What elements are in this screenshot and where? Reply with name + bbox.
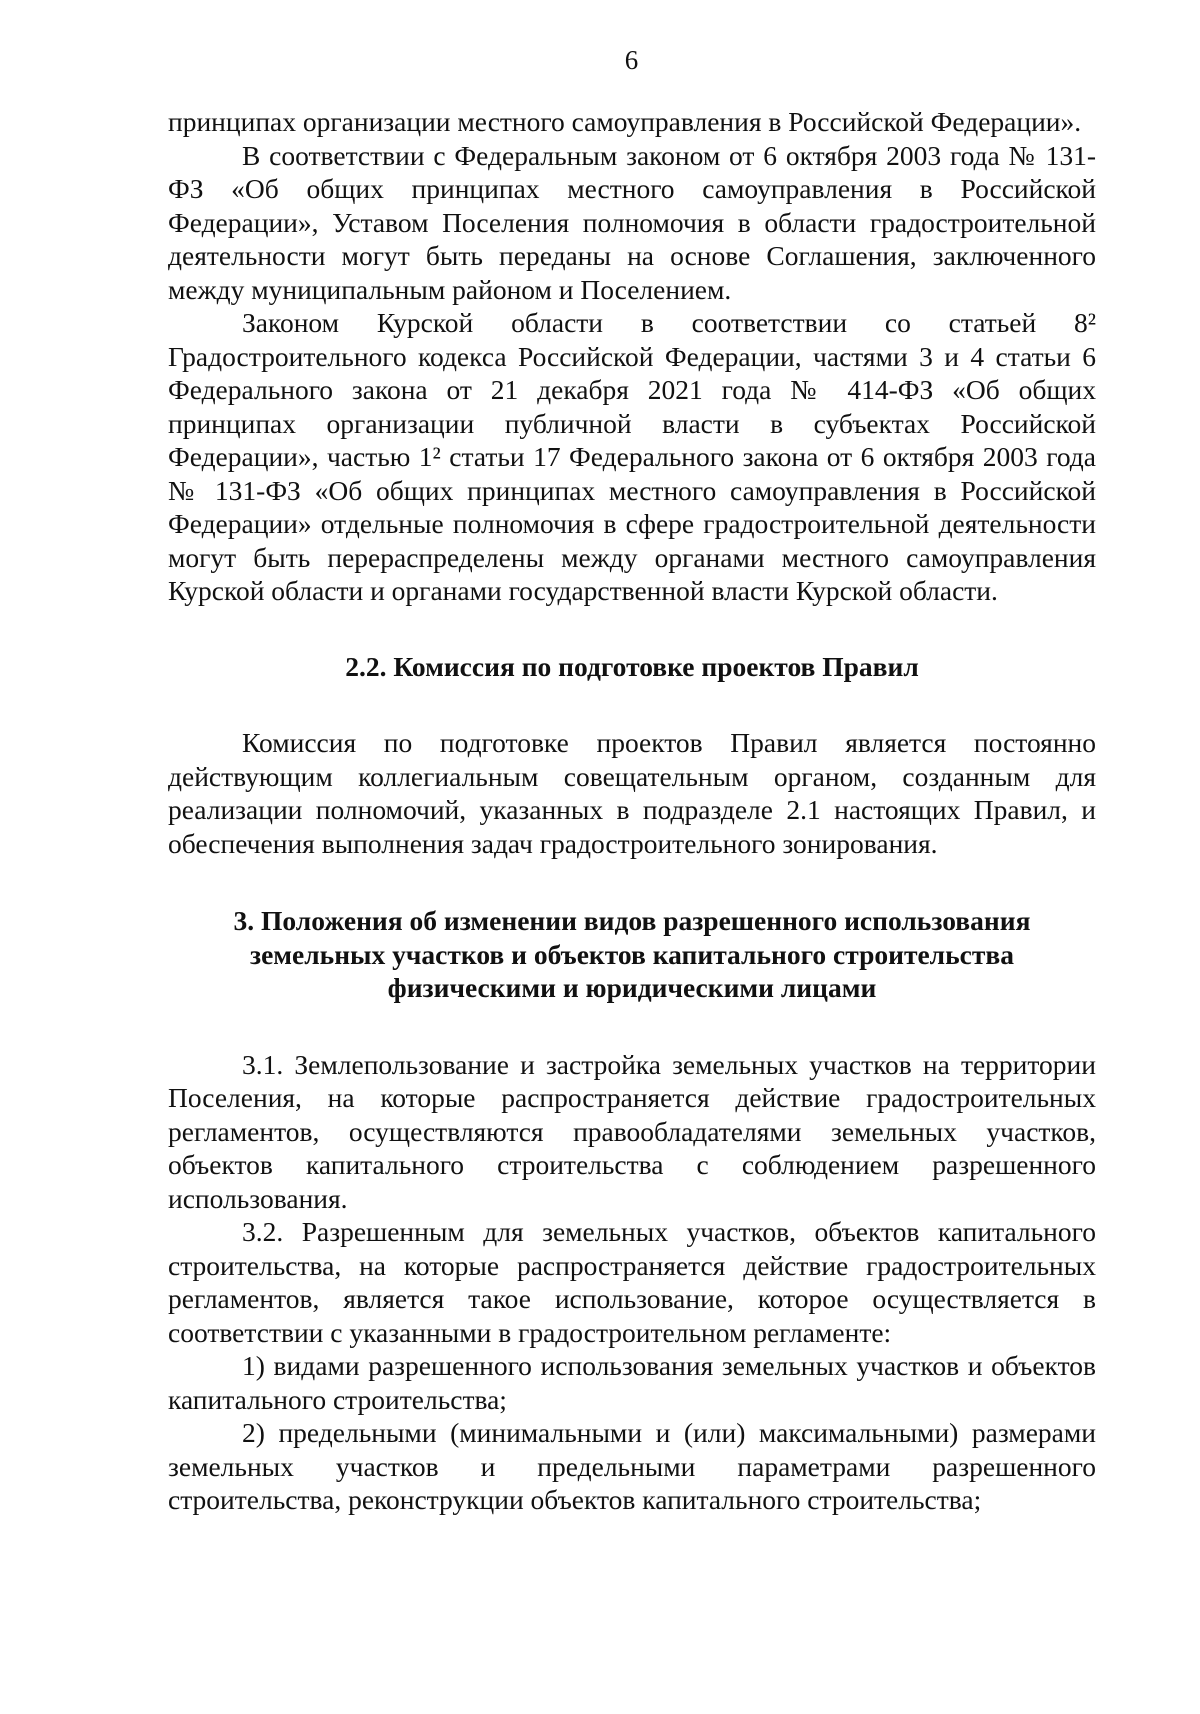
section-heading-2-2: 2.2. Комиссия по подготовке проектов Правил — [345, 650, 919, 682]
page-number: 6 — [624, 45, 639, 75]
list-item-2: 2) предельными (минимальными и (или) максимальными) размерами земельных участков и предельными параметрами разрешенного строительства, реконструкции объектов капитального строительства; — [168, 1417, 1096, 1515]
paragraph-commission: Комиссия по подготовке проектов Правил является постоянно действующим коллегиальным совещательным органом, созданным для реализации полномочий, указанных в подразделе 2.1 настоящих Правил, и обеспечения выполнения задач градостроительного зонирования. — [168, 727, 1096, 859]
paragraph-continuation: принципах организации местного самоуправления в Российской Федерации». — [168, 106, 1082, 137]
paragraph-kursk-law: Законом Курской области в соответствии со статьей 8² Градостроительного кодекса Российской Федерации, частями 3 и 4 статьи 6 Федерального закона от 21 декабря 2021 года № 414-ФЗ «Об общих принципах организации публичной власти в субъектах Российской Федерации», частью 1² статьи 17 Федерального закона от 6 октября 2003 года № 131-ФЗ «Об общих принципах местного самоуправления в Российской Федерации» отдельные полномочия в сфере градостроительной деятельности могут быть перераспределены между органами местного самоуправления Курской области и органами государственной власти Курской области. — [168, 307, 1096, 606]
section-heading-3-line-1: 3. Положения об изменении видов разрешенного использования — [233, 905, 1031, 936]
section-heading-3-line-2: земельных участков и объектов капитального строительства — [250, 938, 1014, 970]
list-item-1: 1) видами разрешенного использования земельных участков и объектов капитального строительства; — [168, 1350, 1096, 1415]
document-body — [168, 105, 1096, 1517]
paragraph-3-1: 3.1. Землепользование и застройка земельных участков на территории Поселения, на которые распространяется действие градостроительных регламентов, осуществляются правообладателями земельных участков, объектов капитального строительства с соблюдением разрешенного использования. — [168, 1048, 1096, 1214]
paragraph-federal-law-131: В соответствии с Федеральным законом от 6 октября 2003 года № 131-ФЗ «Об общих принципах местного самоуправления в Российской Федерации», Уставом Поселения полномочия в области градостроительной деятельности могут быть переданы на основе Соглашения, заключенного между муниципальным районом и Поселением. — [168, 139, 1096, 305]
section-heading-3 — [168, 904, 1096, 1005]
paragraph-3-2: 3.2. Разрешенным для земельных участков, объектов капитального строительства, на которые распространяется действие градостроительных регламентов, является такое использование, которое осуществляется в соответствии с указанными в градостроительном регламенте: — [168, 1216, 1096, 1348]
section-heading-3-line-3: физическими и юридическими лицами — [387, 972, 877, 1003]
